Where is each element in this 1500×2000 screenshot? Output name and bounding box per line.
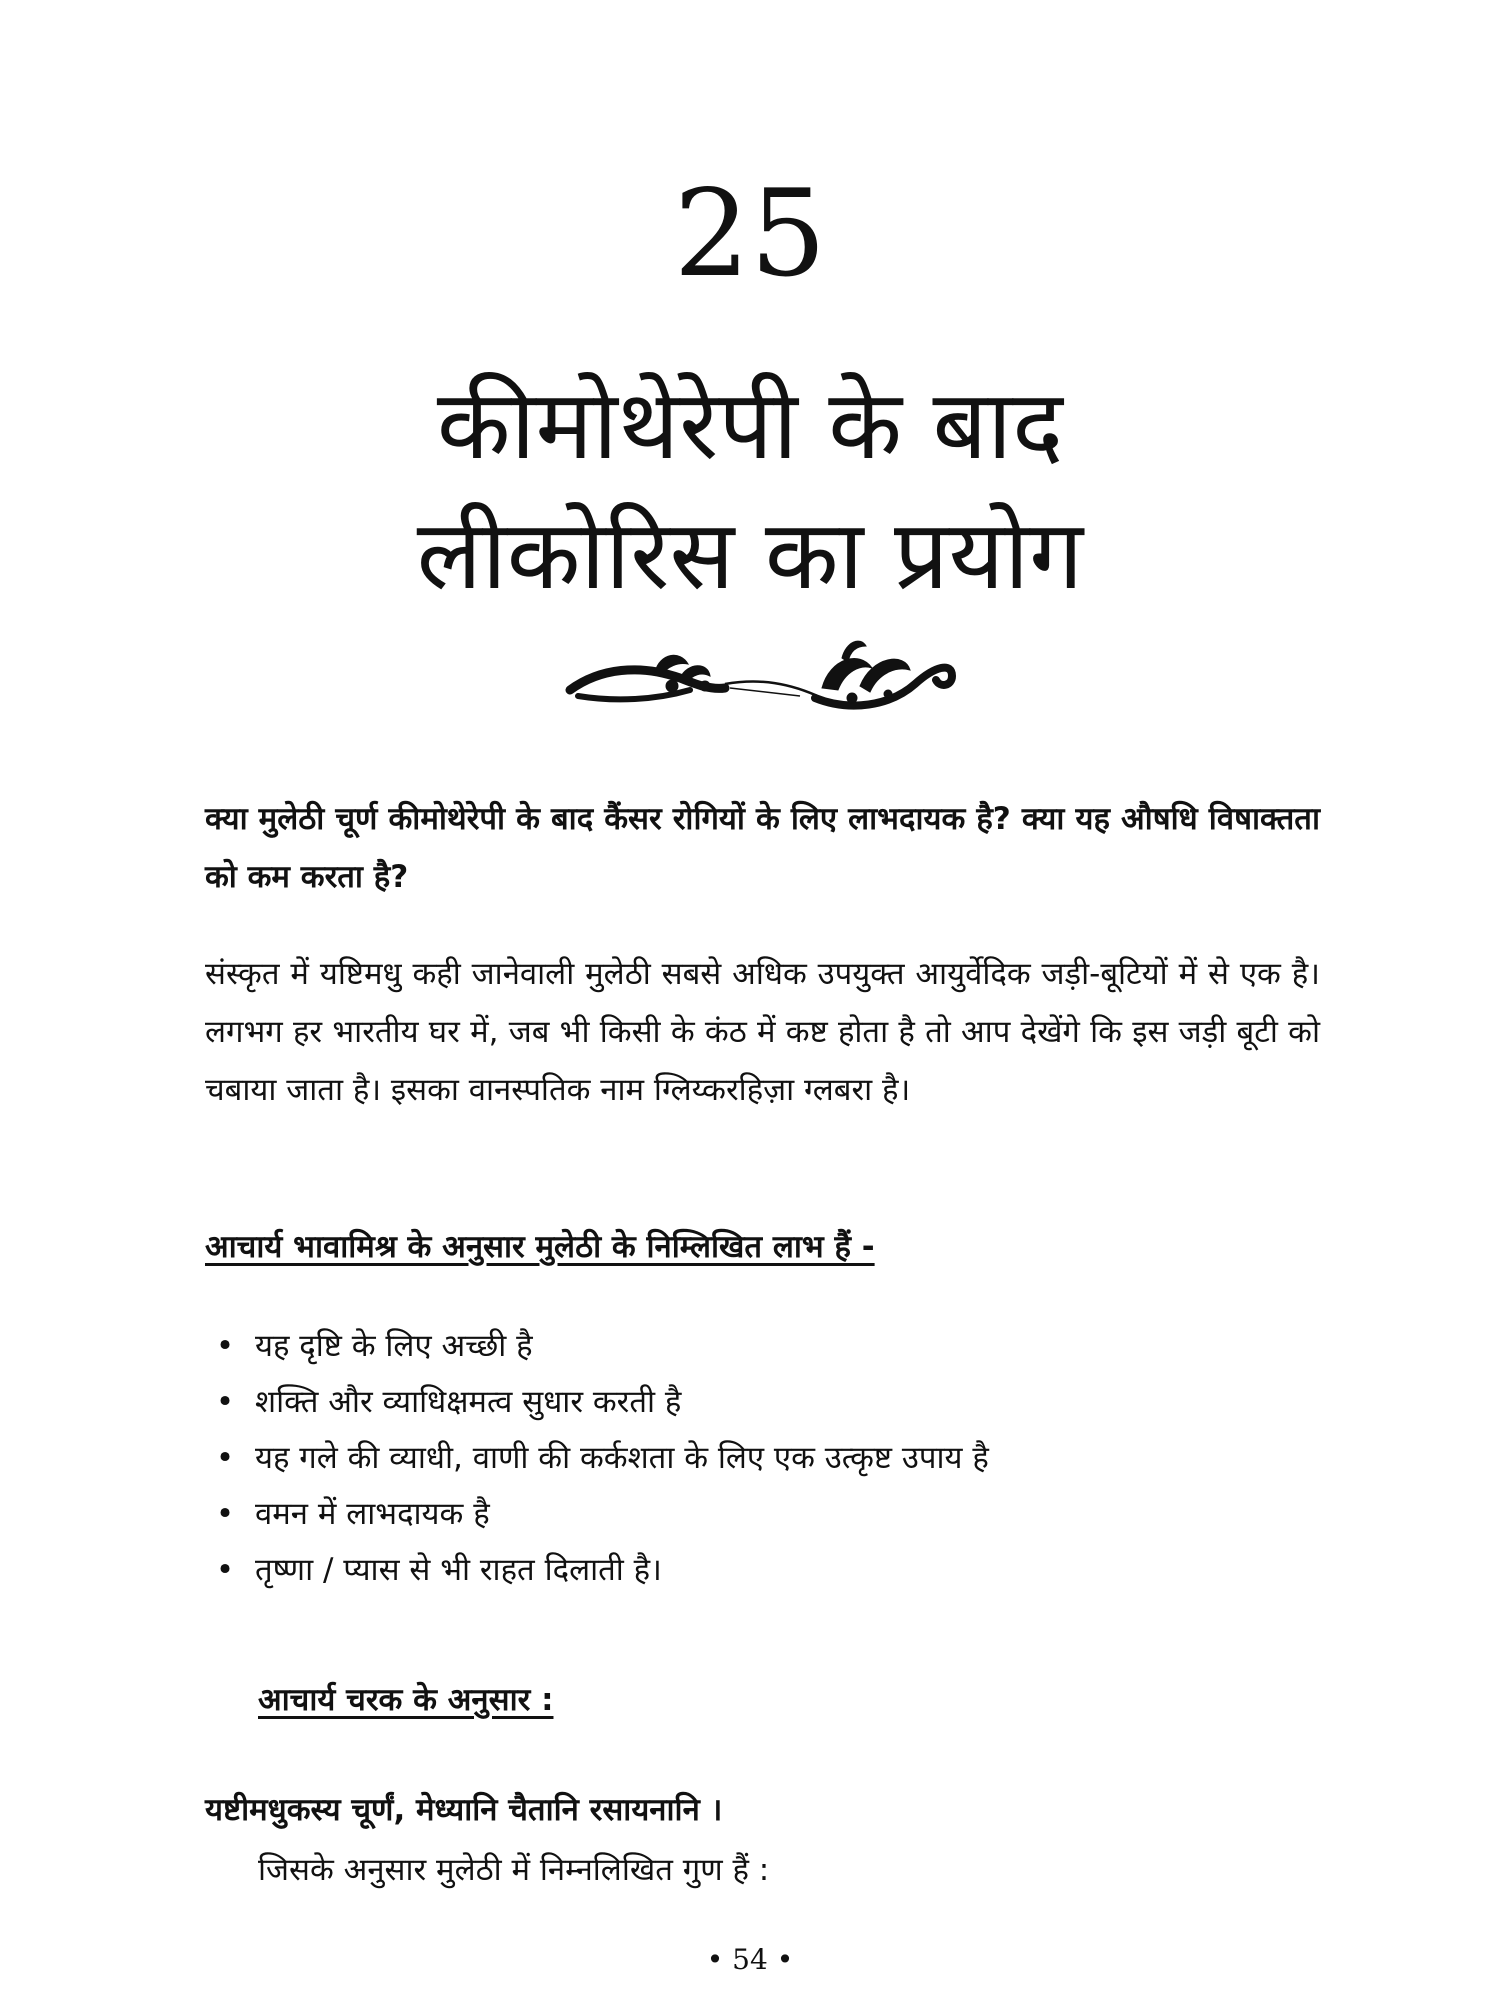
sanskrit-shloka: यष्टीमधुकस्य चूर्णं, मेध्यानि चैतानि रसायनानि । <box>205 1792 723 1828</box>
shloka-explanation: जिसके अनुसार मुलेठी में निम्नलिखित गुण हैं : <box>258 1852 770 1888</box>
bullet-icon: • <box>215 1328 235 1364</box>
floral-scroll-divider-icon <box>560 628 960 718</box>
list-item <box>210 1374 1325 1430</box>
intro-paragraph: संस्कृत में यष्टिमधु कही जानेवाली मुलेठी सबसे अधिक उपयुक्त आयुर्वेदिक जड़ी-बूटियों में से एक है। लगभग हर भारतीय घर में, जब भी किसी के कंठ में कष्ट होता है तो आप देखेंगे कि इस जड़ी बूटी को चबाया जाता है। इसका वानस्पतिक नाम ग्लिय्करहिज़ा ग्लबरा है। <box>205 956 1320 1108</box>
bullet-icon: • <box>215 1496 235 1532</box>
list-item <box>210 1542 1325 1598</box>
question-text: क्या मुलेठी चूर्ण कीमोथेरेपी के बाद कैंसर रोगियों के लिए लाभदायक है? क्या यह औषधि विषाक्तता को कम करता है? <box>205 801 1320 895</box>
chapter-number: 25 <box>673 165 827 304</box>
benefit-text: यह दृष्टि के लिए अच्छी है <box>255 1328 533 1364</box>
benefit-text: यह गले की व्याधी, वाणी की कर्कशता के लिए एक उत्कृष्ट उपाय है <box>255 1440 989 1476</box>
bullet-icon: • <box>215 1552 235 1588</box>
benefit-text: वमन में लाभदायक है <box>255 1496 490 1532</box>
charak-heading: आचार्य चरक के अनुसार : <box>258 1682 554 1718</box>
chapter-title <box>150 360 1350 620</box>
page-number: • 54 • <box>706 1943 794 1976</box>
benefit-text: तृष्णा / प्यास से भी राहत दिलाती है। <box>255 1552 662 1588</box>
bullet-icon: • <box>215 1384 235 1420</box>
chapter-title-line-2: लीकोरिस का प्रयोग <box>416 499 1084 611</box>
bullet-icon: • <box>215 1440 235 1476</box>
benefit-text: शक्ति और व्याधिक्षमत्व सुधार करती है <box>255 1384 682 1420</box>
benefits-list <box>210 1318 1325 1598</box>
list-item <box>210 1486 1325 1542</box>
list-item <box>210 1318 1325 1374</box>
list-item <box>210 1430 1325 1486</box>
bhavamishra-heading: आचार्य भावामिश्र के अनुसार मुलेठी के निम्लिखित लाभ हैं - <box>205 1229 875 1265</box>
chapter-title-line-1: कीमोथेरेपी के बाद <box>436 369 1064 481</box>
